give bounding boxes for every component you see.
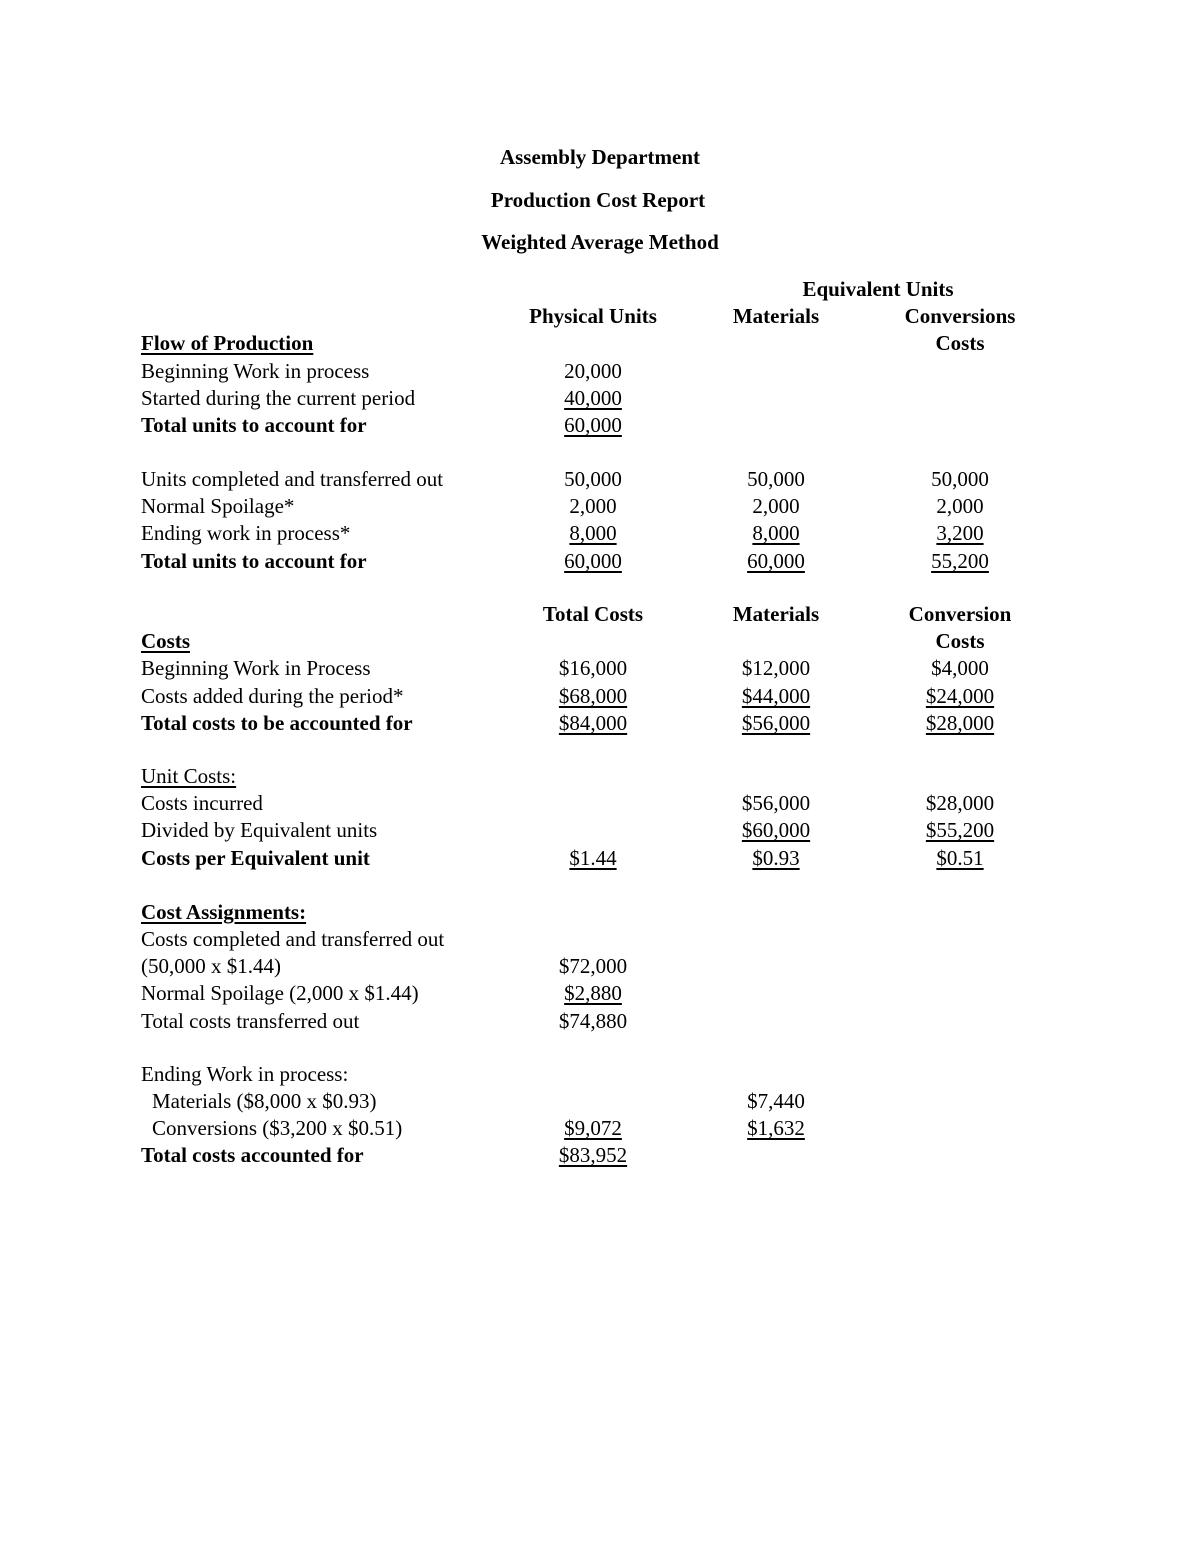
row-label: Beginning Work in process: [141, 359, 370, 383]
row-label: Units completed and transferred out: [141, 467, 444, 491]
cell-total-total: $84,000: [558, 711, 628, 735]
cell-total: $1.44: [569, 846, 617, 870]
cell-conversion: 50,000: [931, 467, 989, 491]
header-conversion-costs: Costs: [935, 629, 985, 653]
row-label: Normal Spoilage (2,000 x $1.44): [141, 981, 419, 1005]
cell-physical: 2,000: [569, 494, 617, 518]
row-label: Materials ($8,000 x $0.93): [152, 1089, 377, 1113]
section-heading-cost-assignments: Cost Assignments:: [141, 900, 307, 924]
cell-conversion-total: $28,000: [925, 711, 995, 735]
row-label: Started during the current period: [141, 386, 416, 410]
header-materials: Materials: [732, 304, 820, 328]
row-label: Ending work in process*: [141, 521, 351, 545]
cell-materials-total: $56,000: [741, 711, 811, 735]
cell-materials: 8,000: [752, 521, 800, 545]
cell-conversion: $24,000: [925, 684, 995, 708]
row-label-total: Total units to account for: [141, 549, 367, 573]
cell-total: $9,072: [564, 1116, 622, 1140]
row-label: Divided by Equivalent units: [141, 818, 378, 842]
section-heading-unit-costs: Unit Costs:: [141, 764, 237, 788]
cell-materials: $60,000: [741, 818, 811, 842]
cell-physical: 50,000: [564, 467, 622, 491]
cell-total-total: $83,952: [558, 1143, 628, 1167]
cell-conversion: 3,200: [936, 521, 984, 545]
cell-conversion: 2,000: [936, 494, 984, 518]
header-physical-units: Physical Units: [529, 304, 657, 328]
cell-physical: 40,000: [564, 386, 622, 410]
row-label: Beginning Work in Process: [141, 656, 371, 680]
cell-total: $74,880: [558, 1009, 628, 1033]
cell-materials: $7,440: [747, 1089, 805, 1113]
cell-materials: 2,000: [752, 494, 800, 518]
header-total-costs: Total Costs: [542, 602, 644, 626]
cell-materials: 50,000: [747, 467, 805, 491]
row-label: Costs incurred: [141, 791, 263, 815]
cell-conversion: $0.51: [936, 846, 984, 870]
section-heading-flow: Flow of Production: [141, 331, 314, 355]
title-method: Weighted Average Method: [481, 230, 719, 254]
section-heading-ending-wip: Ending Work in process:: [141, 1062, 349, 1086]
row-label-total: Total costs to be accounted for: [141, 711, 413, 735]
header-equivalent-units: Equivalent Units: [802, 277, 954, 301]
row-label-total: Total units to account for: [141, 413, 367, 437]
row-label: Conversions ($3,200 x $0.51): [152, 1116, 403, 1140]
row-label: Costs completed and transferred out: [141, 927, 445, 951]
cell-physical-total: 60,000: [564, 549, 622, 573]
title-department: Assembly Department: [499, 145, 701, 169]
cell-physical: 8,000: [569, 521, 617, 545]
section-heading-costs: Costs: [141, 629, 191, 653]
cell-total: $2,880: [564, 981, 622, 1005]
cell-physical-total: 60,000: [564, 413, 622, 437]
header-conversion: Conversion: [908, 602, 1012, 626]
title-report: Production Cost Report: [490, 188, 706, 212]
row-label-total: Costs per Equivalent unit: [141, 846, 370, 870]
cell-conversion: $55,200: [925, 818, 995, 842]
row-label: (50,000 x $1.44): [141, 954, 281, 978]
cell-materials: $0.93: [752, 846, 800, 870]
cell-materials: $12,000: [741, 656, 811, 680]
cell-materials: $44,000: [741, 684, 811, 708]
cell-materials-total: 60,000: [747, 549, 805, 573]
cell-total: $72,000: [558, 954, 628, 978]
row-label: Normal Spoilage*: [141, 494, 295, 518]
cell-conversion: $28,000: [925, 791, 995, 815]
cell-total: $68,000: [558, 684, 628, 708]
cell-conversion: $4,000: [931, 656, 989, 680]
cell-materials: $1,632: [747, 1116, 805, 1140]
cell-physical: 20,000: [564, 359, 622, 383]
row-label: Costs added during the period*: [141, 684, 404, 708]
cell-total: $16,000: [558, 656, 628, 680]
cell-materials: $56,000: [741, 791, 811, 815]
header-conversions: Conversions: [904, 304, 1016, 328]
header-conversions-costs: Costs: [935, 331, 985, 355]
header-materials: Materials: [732, 602, 820, 626]
row-label-total: Total costs accounted for: [141, 1143, 364, 1167]
cell-conversion-total: 55,200: [931, 549, 989, 573]
row-label: Total costs transferred out: [141, 1009, 360, 1033]
